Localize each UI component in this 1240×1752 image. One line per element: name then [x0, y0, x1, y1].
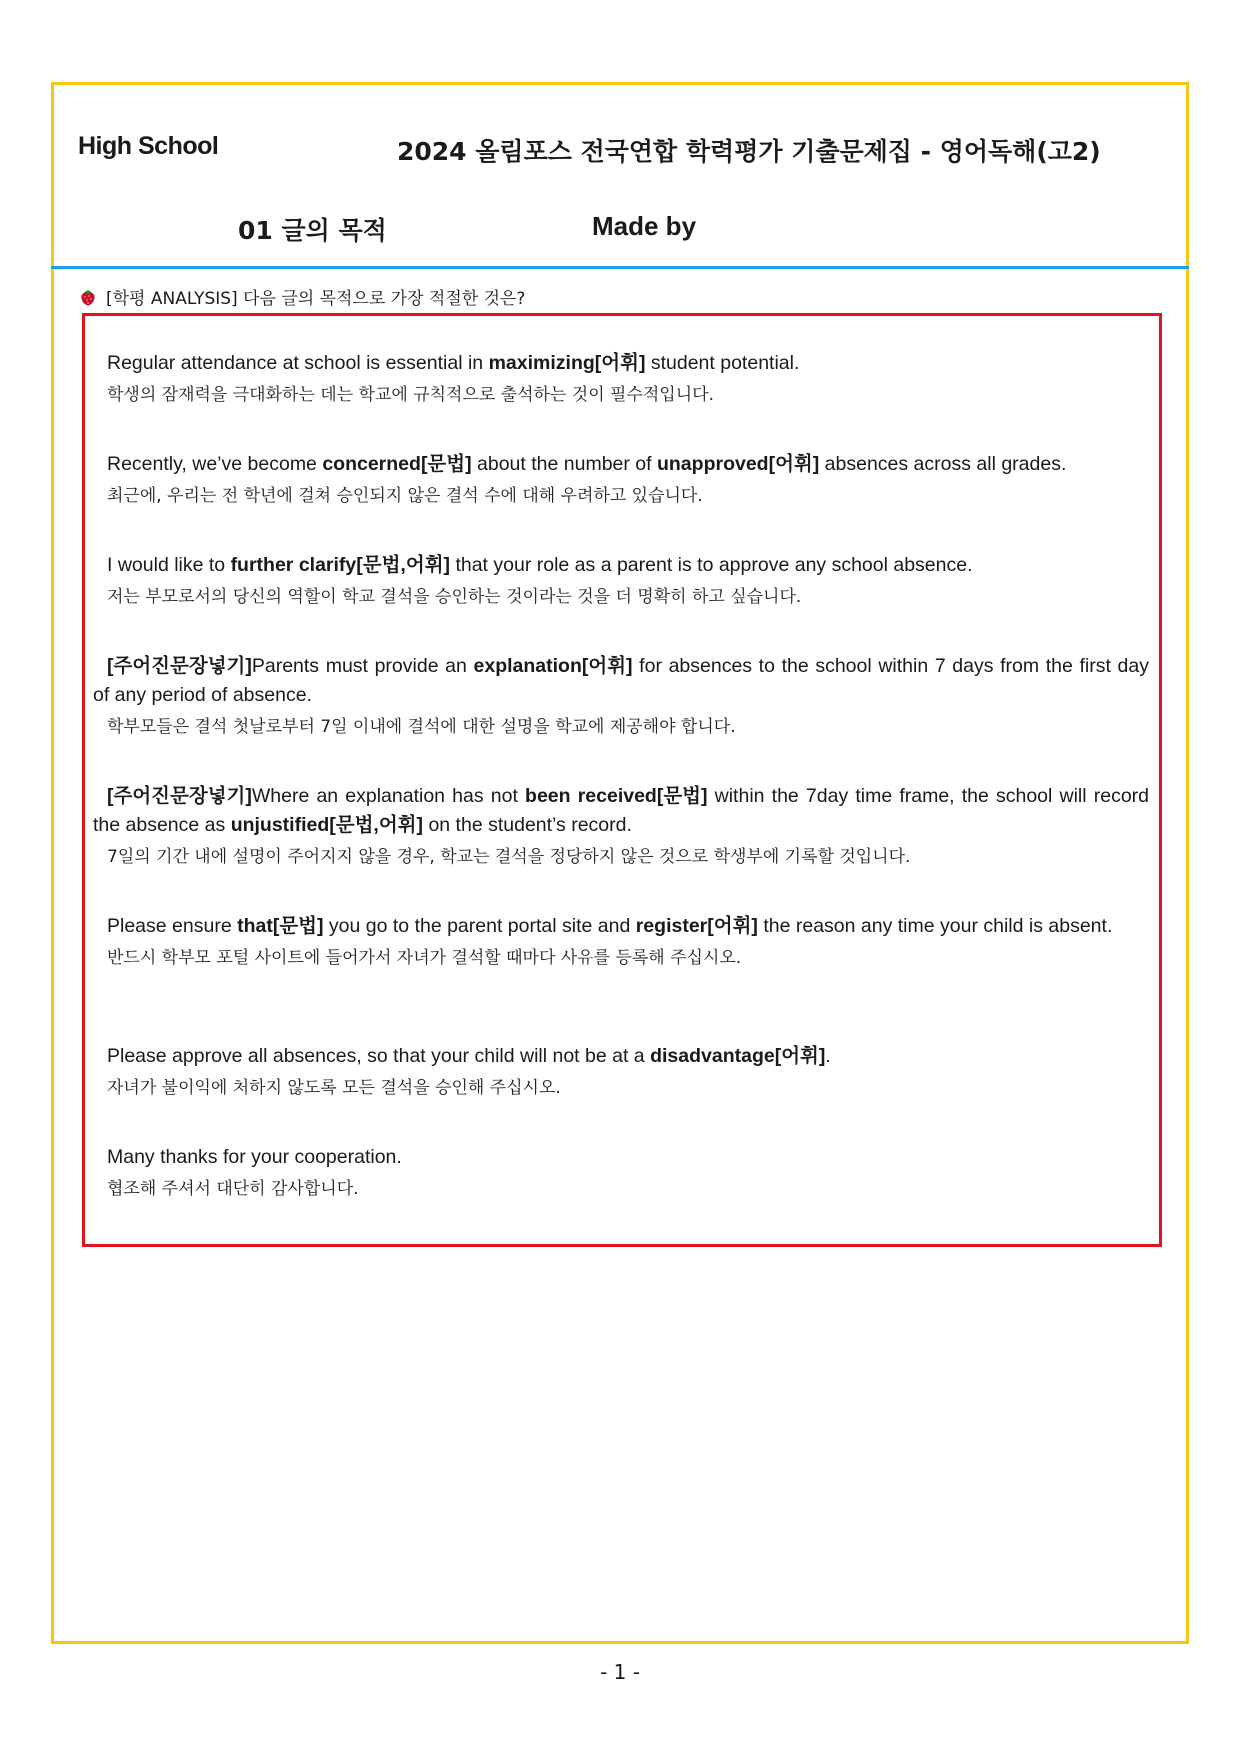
header-school: High School: [78, 132, 219, 160]
highlighted-term: [주어진문장넣기]: [107, 655, 252, 677]
header-made-by: Made by: [592, 211, 697, 241]
highlighted-term: unjustified[문법,어휘]: [230, 814, 424, 836]
english-sentence: [93, 450, 1149, 479]
passage-paragraph: [93, 450, 1149, 509]
highlighted-term: further clarify[문법,어휘]: [230, 554, 451, 576]
english-sentence: [93, 782, 1149, 840]
highlighted-term: [주어진문장넣기]: [107, 785, 252, 807]
highlighted-term: concerned[문법]: [322, 453, 472, 475]
sentence-text: for absences to the school within 7 days from the first day of any period of absence.: [93, 655, 1149, 706]
english-sentence: [93, 1143, 1149, 1172]
english-sentence: [93, 652, 1149, 710]
sentence-text: about the number of: [471, 453, 657, 475]
sentence-text: Recently, we’ve become: [107, 453, 323, 475]
sentence-text: Please approve all absences, so that your child will not be at a: [107, 1045, 651, 1067]
header-title: 2024 올림포스 전국연합 학력평가 기출문제집 - 영어독해(고2): [397, 137, 1101, 166]
question-text: [학평 ANALYSIS] 다음 글의 목적으로 가장 적절한 것은?: [106, 289, 526, 309]
header-divider: [51, 266, 1189, 269]
sentence-text: Regular attendance at school is essential in: [107, 352, 489, 374]
passage-paragraph: [93, 1042, 1149, 1101]
highlighted-term: that[문법]: [237, 915, 324, 937]
korean-translation: 최근에, 우리는 전 학년에 걸쳐 승인되지 않은 결석 수에 대해 우려하고 있습니다.: [107, 486, 703, 506]
sentence-text: the reason any time your child is absent.: [757, 915, 1113, 937]
sentence-text: I would like to: [107, 554, 231, 576]
passage-paragraph: [93, 652, 1149, 740]
korean-translation: 학생의 잠재력을 극대화하는 데는 학교에 규칙적으로 출석하는 것이 필수적입니다.: [107, 385, 714, 405]
header-topic: 01 글의 목적: [238, 216, 387, 245]
sentence-text: you go to the parent portal site and: [323, 915, 636, 937]
highlighted-term: been received[문법]: [525, 785, 708, 807]
korean-translation: 반드시 학부모 포털 사이트에 들어가서 자녀가 결석할 때마다 사유를 등록해 주십시오.: [107, 948, 742, 968]
sentence-text: .: [825, 1045, 831, 1067]
page-number: - 1 -: [600, 1660, 640, 1684]
sentence-text: absences across all grades.: [819, 453, 1067, 475]
highlighted-term: explanation[어휘]: [473, 655, 633, 677]
passage-paragraph: [93, 1143, 1149, 1202]
sentence-text: Please ensure: [107, 915, 238, 937]
english-sentence: [93, 349, 1149, 378]
passage-paragraph: [93, 349, 1149, 408]
sentence-text: student potential.: [645, 352, 800, 374]
passage-paragraph: [93, 912, 1149, 971]
korean-translation: 자녀가 불이익에 처하지 않도록 모든 결석을 승인해 주십시오.: [107, 1078, 561, 1098]
korean-translation: 학부모들은 결석 첫날로부터 7일 이내에 결석에 대한 설명을 학교에 제공해야 합니다.: [107, 717, 736, 737]
highlighted-term: unapproved[어휘]: [656, 453, 820, 475]
english-sentence: [93, 1042, 1149, 1071]
sentence-text: Many thanks for your cooperation.: [107, 1146, 402, 1168]
korean-translation: 협조해 주셔서 대단히 감사합니다.: [107, 1179, 359, 1199]
english-sentence: [93, 912, 1149, 941]
sentence-text: within the 7day time frame, the school will record the absence as: [93, 785, 1150, 836]
passage-paragraph: [93, 782, 1149, 870]
highlighted-term: maximizing[어휘]: [488, 352, 646, 374]
highlighted-term: register[어휘]: [635, 915, 758, 937]
english-sentence: [93, 551, 1149, 580]
passage-paragraph: [93, 551, 1149, 610]
sentence-text: Parents must provide an: [251, 655, 474, 677]
korean-translation: 7일의 기간 내에 설명이 주어지지 않을 경우, 학교는 결석을 정당하지 않은 것으로 학생부에 기록할 것입니다.: [107, 847, 911, 867]
strawberry-icon: [80, 288, 96, 306]
sentence-text: Where an explanation has not: [251, 785, 526, 807]
question-prompt: [80, 284, 525, 309]
highlighted-term: disadvantage[어휘]: [650, 1045, 826, 1067]
korean-translation: 저는 부모로서의 당신의 역할이 학교 결석을 승인하는 것이라는 것을 더 명확히 하고 싶습니다.: [107, 587, 802, 607]
sentence-text: on the student’s record.: [423, 814, 632, 836]
sentence-text: that your role as a parent is to approve any school absence.: [450, 554, 973, 576]
